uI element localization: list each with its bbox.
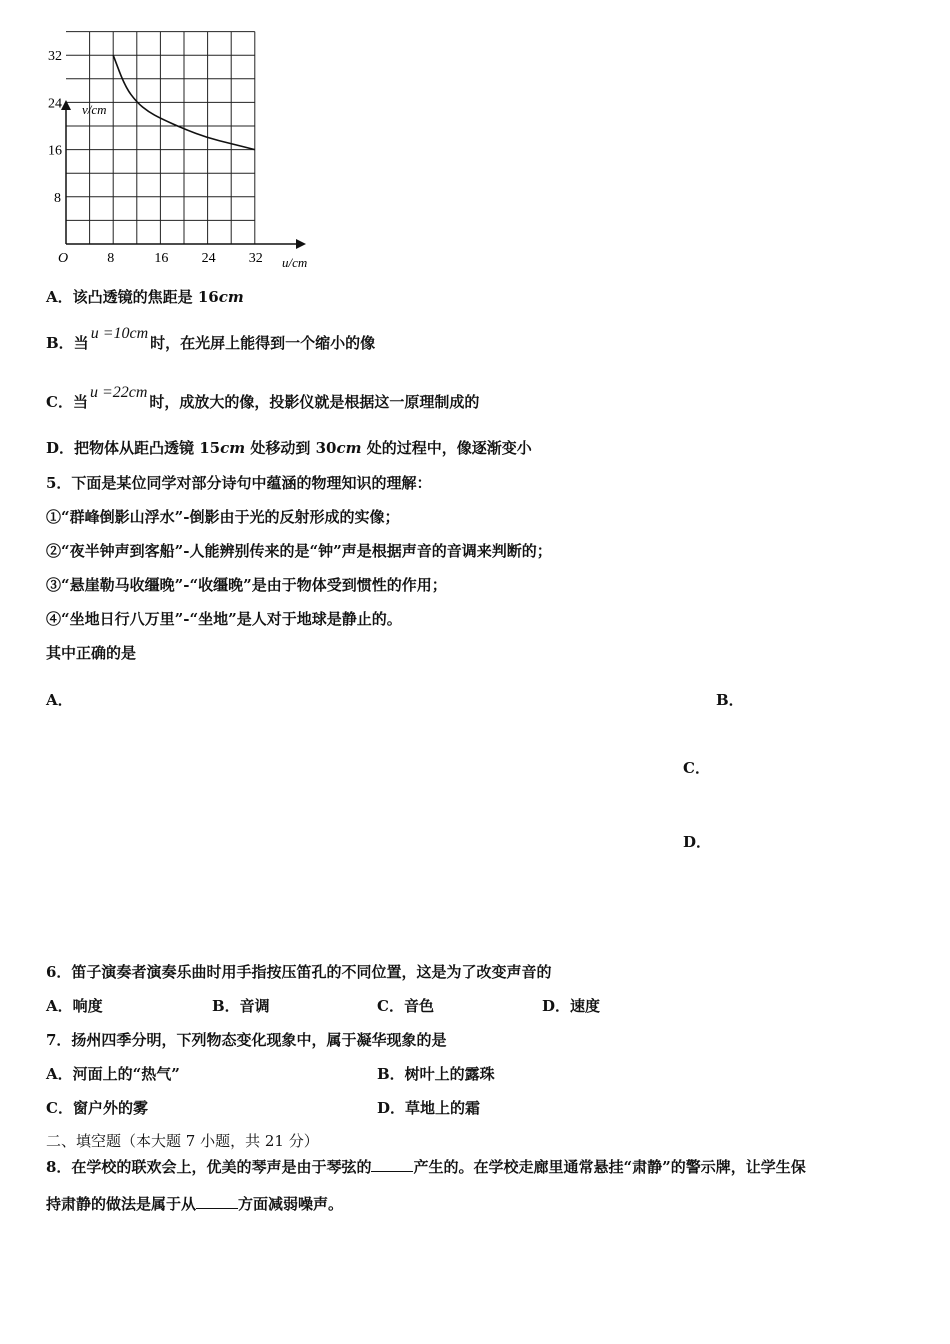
q6-stem: 6．笛子演奏者演奏乐曲时用手指按压笛孔的不同位置，这是为了改变声音的: [46, 963, 552, 981]
q5-option-d[interactable]: D．: [683, 833, 712, 851]
x-tick-label: 16: [154, 251, 169, 266]
q4-option-c[interactable]: C．当u =22cm时，成放大的像，投影仪就是根据这一原理制成的: [46, 384, 480, 411]
q5-item-4: ④“坐地日行八万里”-“坐地”是人对于地球是静止的。: [46, 610, 402, 628]
lens-graph: [44, 49, 334, 276]
q8-line-2: 持肃静的做法是属于从 方面减弱噪声。: [46, 1195, 344, 1213]
q5-item-3: ③“悬崖勒马收缰晚”-“收缰晚”是由于物体受到惯性的作用；: [46, 576, 447, 594]
answer-blank-2[interactable]: [196, 1194, 238, 1209]
q4-option-b[interactable]: B．当u =10cm时，在光屏上能得到一个缩小的像: [46, 325, 376, 352]
q6-option-a[interactable]: A．响度: [46, 997, 103, 1015]
q8-line-1: 8．在学校的联欢会上，优美的琴声是由于琴弦的 产生的。在学校走廊里通常悬挂“肃静”的警示牌，让学生保: [46, 1158, 806, 1176]
q6-option-b[interactable]: B．音调: [212, 997, 270, 1015]
x-tick-label: 8: [107, 251, 115, 266]
y-tick-label: 32: [48, 49, 62, 65]
answer-blank-1[interactable]: [371, 1157, 413, 1172]
q7-option-c[interactable]: C．窗户外的雾: [46, 1099, 148, 1117]
x-tick-label: 24: [201, 251, 216, 266]
x-axis-arrow: [296, 239, 306, 249]
math-u-22: u =22cm: [89, 384, 148, 401]
y-tick-label: 24: [48, 96, 62, 112]
q6-option-d[interactable]: D．速度: [542, 997, 601, 1015]
section-heading: 二、填空题（本大题 7 小题，共 21 分）: [46, 1132, 319, 1150]
x-axis-label: u/cm: [282, 255, 308, 270]
y-tick-label: 8: [54, 190, 61, 206]
q5-option-b[interactable]: B．: [716, 691, 744, 709]
q7-option-d[interactable]: D．草地上的霜: [377, 1099, 481, 1117]
q5-item-2: ②“夜半钟声到客船”-人能辨别传来的是“钟”声是根据声音的音调来判断的；: [46, 542, 552, 560]
q6-option-c[interactable]: C．音色: [377, 997, 434, 1015]
q5-ask: 其中正确的是: [46, 644, 137, 662]
q4-option-d[interactable]: D．把物体从距凸透镜 15cm 处移动到 30cm 处的过程中，像逐渐变小: [46, 439, 532, 457]
q5-option-c[interactable]: C．: [683, 759, 710, 777]
q4-option-a[interactable]: A．该凸透镜的焦距是 16cm: [46, 288, 244, 306]
q7-option-b[interactable]: B．树叶上的露珠: [377, 1065, 495, 1083]
q7-stem: 7．扬州四季分明，下列物态变化现象中，属于凝华现象的是: [46, 1031, 447, 1049]
y-axis-label: v/cm: [82, 102, 107, 117]
q5-stem: 5．下面是某位同学对部分诗句中蕴涵的物理知识的理解：: [46, 474, 432, 492]
chart-grid: [66, 32, 255, 244]
y-tick-label: 16: [48, 143, 62, 159]
q7-option-a[interactable]: A．河面上的“热气”: [46, 1065, 180, 1083]
origin-label: O: [58, 251, 69, 266]
q5-option-a[interactable]: A．: [46, 691, 73, 709]
math-u-10: u =10cm: [90, 325, 149, 342]
y-axis-arrow: [61, 100, 71, 110]
x-tick-label: 32: [248, 251, 263, 266]
q5-item-1: ①“群峰倒影山浮水”-倒影由于光的反射形成的实像；: [46, 508, 400, 526]
